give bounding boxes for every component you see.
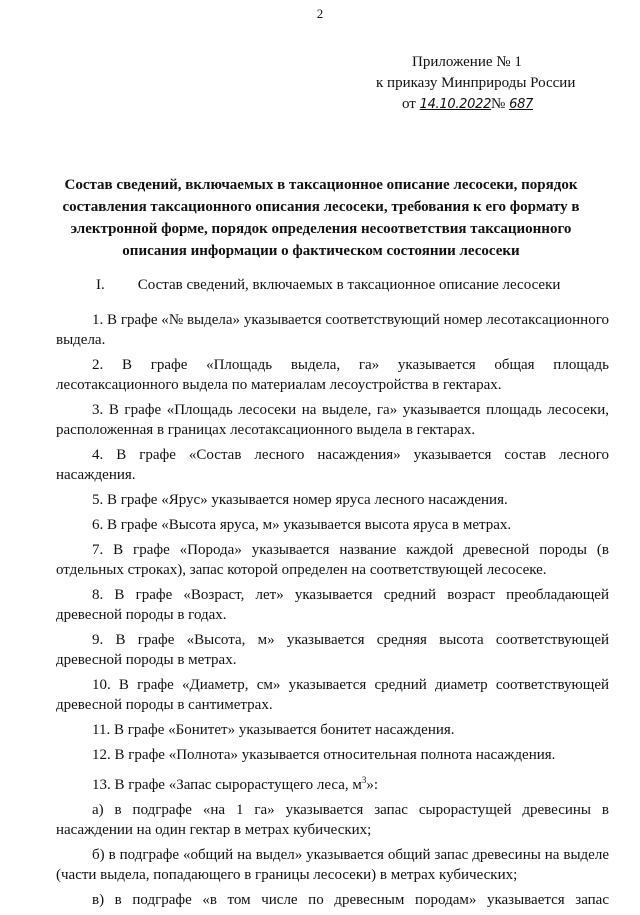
document-body bbox=[56, 310, 609, 915]
list-item: 11. В графе «Бонитет» указывается бонитет насаждения. bbox=[92, 722, 455, 738]
section-number: I. bbox=[96, 277, 105, 293]
item-13-text: 13. В графе «Запас сырорастущего леса, м bbox=[92, 777, 362, 793]
number-label: № bbox=[491, 96, 506, 112]
list-item: 1. В графе «№ выдела» указывается соответствующий номер лесотаксационного выдела. bbox=[56, 312, 609, 348]
cubic-superscript: 3 bbox=[361, 775, 367, 785]
appendix-line-3 bbox=[376, 94, 575, 115]
list-item: 10. В графе «Диаметр, см» указывается средний диаметр соответствующей древесной породы в сантиметрах. bbox=[56, 677, 609, 713]
list-item: 3. В графе «Площадь лесосеки на выделе, га» указывается площадь лесосеки, расположенная в границах лесотаксационного выдела в гектарах. bbox=[56, 402, 609, 438]
list-item: 9. В графе «Высота, м» указывается средняя высота соответствующей древесной породы в метрах. bbox=[56, 632, 609, 668]
sub-item: в) в подграфе «в том числе по древесным породам» указывается запас bbox=[92, 892, 609, 908]
list-item: 6. В графе «Высота яруса, м» указывается высота яруса в метрах. bbox=[92, 517, 512, 533]
list-item: 2. В графе «Площадь выдела, га» указывается общая площадь лесотаксационного выдела по материалам лесоустройства в гектарах. bbox=[56, 357, 609, 393]
appendix-line-2: к приказу Минприроды России bbox=[376, 75, 576, 91]
item-13-end: »: bbox=[366, 777, 379, 793]
list-item: 5. В графе «Ярус» указывается номер яруса лесного насаждения. bbox=[92, 492, 508, 508]
page-number: 2 bbox=[316, 6, 324, 21]
list-item: 8. В графе «Возраст, лет» указывается средний возраст преобладающей древесной породы в годах. bbox=[56, 587, 609, 623]
list-item-13 bbox=[56, 770, 609, 795]
order-date: 14.10.2022 bbox=[419, 97, 492, 112]
order-number: 687 bbox=[509, 97, 534, 112]
sub-item: б) в подграфе «общий на выдел» указывается общий запас древесины на выделе (части выдела, попадающего в границы лесосеки) в метрах кубических; bbox=[56, 847, 609, 883]
section-title: Состав сведений, включаемых в таксационное описание лесосеки bbox=[137, 277, 561, 293]
document-title: Состав сведений, включаемых в таксационное описание лесосеки, порядок составления таксационного описания лесосеки, требования к его формату в электронной форме, порядок определения несоответствия таксационного описания информации о фактическом состоянии лесосеки bbox=[62, 177, 580, 259]
list-item: 12. В графе «Полнота» указывается относительная полнота насаждения. bbox=[92, 747, 556, 763]
appendix-line-1: Приложение № 1 bbox=[412, 54, 522, 70]
appendix-header bbox=[376, 52, 575, 115]
list-item: 7. В графе «Порода» указывается название каждой древесной породы (в отдельных строках), запас которой определен на соответствующей лесосеке. bbox=[56, 542, 609, 578]
sub-item: а) в подграфе «на 1 га» указывается запас сырорастущей древесины в насаждении на один гектар в метрах кубических; bbox=[56, 802, 609, 838]
list-item: 4. В графе «Состав лесного насаждения» указывается состав лесного насаждения. bbox=[56, 447, 609, 483]
from-label: от bbox=[402, 96, 416, 112]
section-heading bbox=[96, 277, 560, 294]
